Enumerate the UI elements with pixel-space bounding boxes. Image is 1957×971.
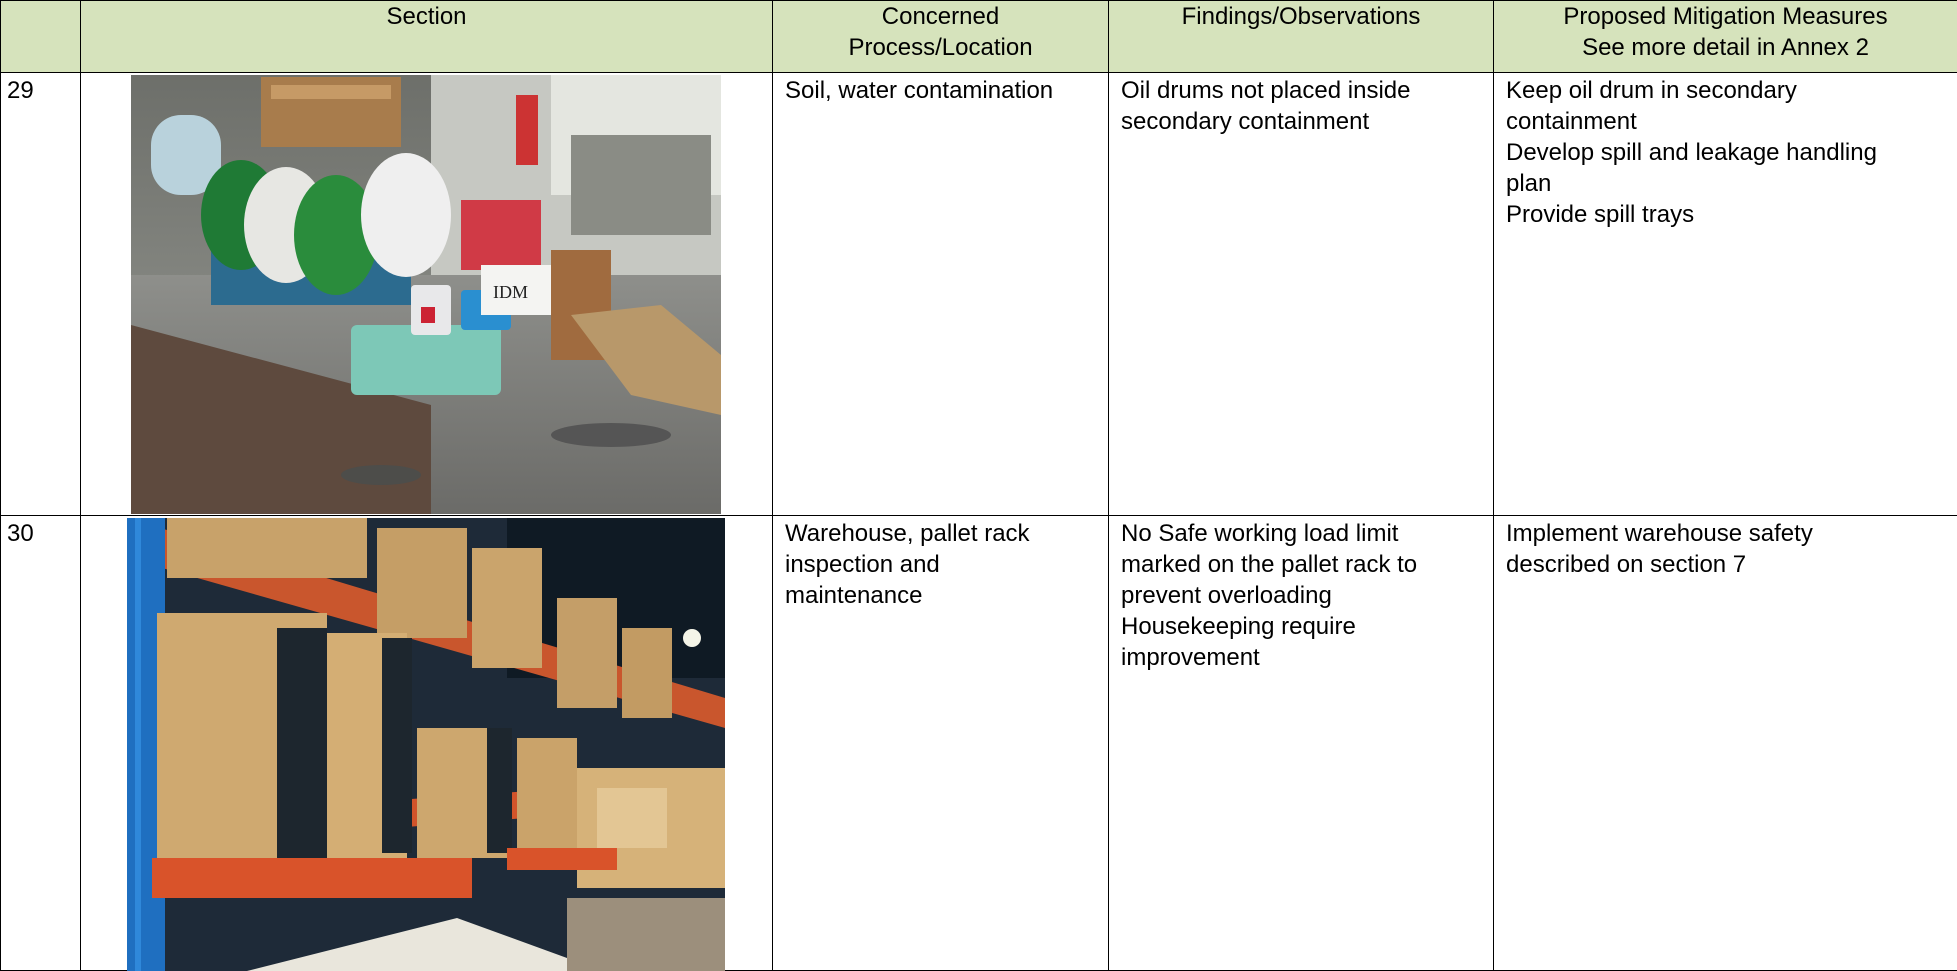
photo-cell (81, 516, 773, 971)
process-line: inspection and (785, 549, 1100, 580)
mitigation-line: described on section 7 (1506, 549, 1949, 580)
findings-line: No Safe working load limit (1121, 518, 1485, 549)
photo-cell (81, 73, 773, 516)
process-cell (773, 516, 1109, 971)
findings-line: marked on the pallet rack to (1121, 549, 1485, 580)
header-row (1, 1, 1957, 73)
table-row (1, 73, 1957, 516)
header-process-line: Process/Location (773, 32, 1108, 63)
findings-line: improvement (1121, 642, 1485, 673)
mitigation-line: Implement warehouse safety (1506, 518, 1949, 549)
row-number: 30 (1, 516, 81, 971)
findings-line: secondary containment (1121, 106, 1485, 137)
row-number: 29 (1, 73, 81, 516)
findings-line: Housekeeping require (1121, 611, 1485, 642)
mitigation-cell (1494, 516, 1957, 971)
mitigation-cell (1494, 73, 1957, 516)
table-row (1, 516, 1957, 971)
process-cell (773, 73, 1109, 516)
header-findings: Findings/Observations (1109, 1, 1494, 73)
mitigation-line: containment (1506, 106, 1949, 137)
process-line: Warehouse, pallet rack (785, 518, 1100, 549)
findings-cell (1109, 516, 1494, 971)
warehouse-rack-photo (127, 518, 725, 971)
findings-line: prevent overloading (1121, 580, 1485, 611)
process-line: maintenance (785, 580, 1100, 611)
header-mitigation (1494, 1, 1957, 73)
photo-label-text: IDM (493, 282, 528, 302)
oil-drums-photo (131, 75, 721, 514)
process-line: Soil, water contamination (785, 75, 1100, 106)
mitigation-line: Keep oil drum in secondary (1506, 75, 1949, 106)
mitigation-line: Develop spill and leakage handling (1506, 137, 1949, 168)
header-mitigation-line: Proposed Mitigation Measures (1494, 1, 1957, 32)
header-section: Section (81, 1, 773, 73)
header-num (1, 1, 81, 73)
header-mitigation-line: See more detail in Annex 2 (1494, 32, 1957, 63)
mitigation-line: plan (1506, 168, 1949, 199)
mitigation-line: Provide spill trays (1506, 199, 1949, 230)
findings-line: Oil drums not placed inside (1121, 75, 1485, 106)
findings-cell (1109, 73, 1494, 516)
header-process (773, 1, 1109, 73)
header-process-line: Concerned (773, 1, 1108, 32)
